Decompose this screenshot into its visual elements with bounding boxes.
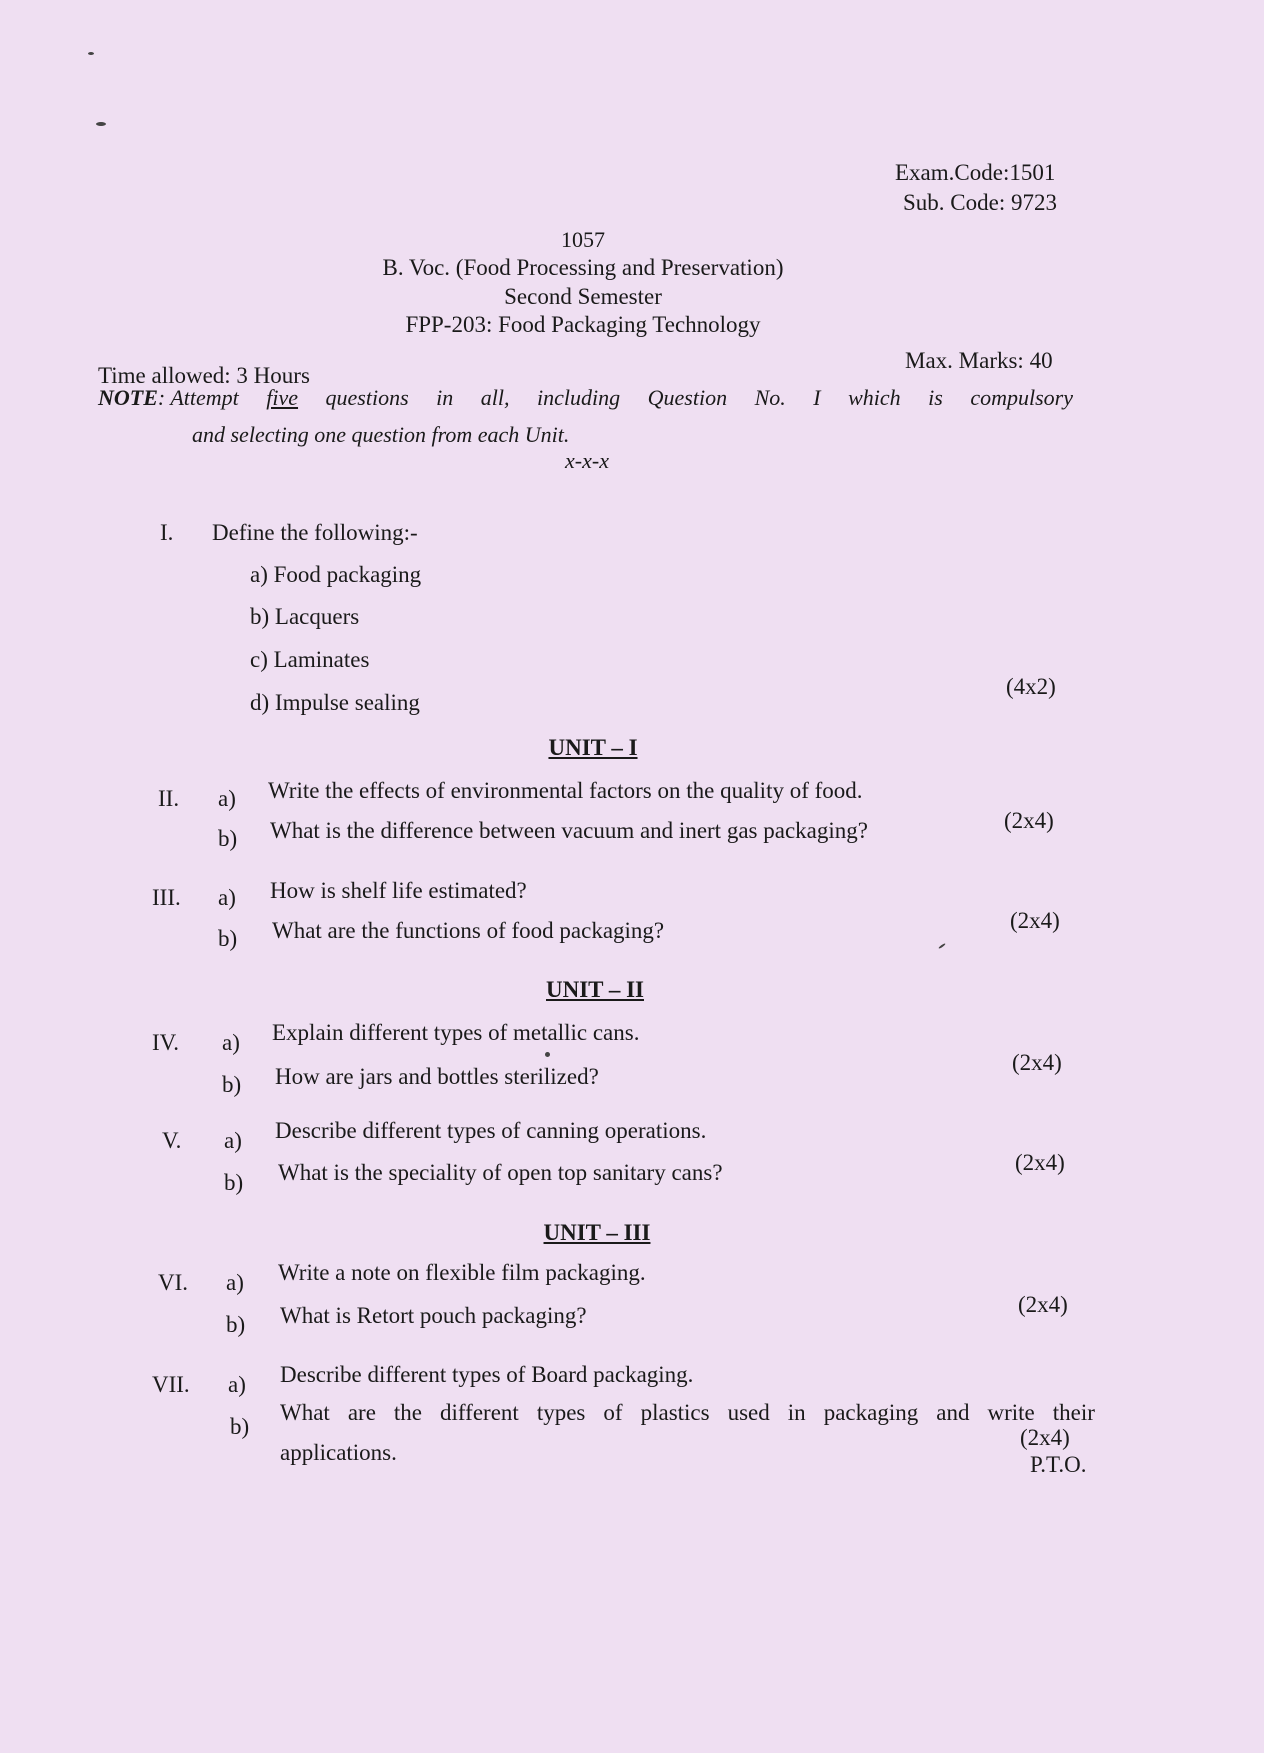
q3-b-label: b) — [218, 926, 238, 951]
q1-part-d: d) Impulse sealing — [250, 690, 420, 715]
sub-code: Sub. Code: 9723 — [903, 190, 1057, 215]
q2-marks: (2x4) — [1004, 808, 1054, 833]
q7-b-word: their — [1052, 1400, 1095, 1425]
exam-code: Exam.Code:1501 — [895, 160, 1056, 185]
note-word: which — [848, 385, 901, 410]
note-word: questions — [325, 385, 409, 410]
q3-marks: (2x4) — [1010, 908, 1060, 933]
q7-b-word: and — [936, 1400, 970, 1425]
course-name: B. Voc. (Food Processing and Preservation) — [382, 255, 784, 280]
note-line-1 — [98, 385, 1073, 411]
q7-b-word: packaging — [823, 1400, 919, 1425]
q7-b-word: in — [787, 1400, 806, 1425]
q7-b-word: What — [280, 1400, 330, 1425]
note-attempt: Attempt — [170, 385, 239, 410]
note-word: is — [928, 385, 943, 410]
unit-3-title: UNIT – III — [543, 1220, 651, 1245]
q1-part-c: c) Laminates — [250, 647, 370, 672]
note-separator: x-x-x — [565, 448, 609, 473]
note-word: I — [813, 385, 821, 410]
q7-b-word: of — [603, 1400, 623, 1425]
max-marks: Max. Marks: 40 — [905, 348, 1053, 373]
q5-marks: (2x4) — [1015, 1150, 1065, 1175]
note-word: including — [537, 385, 621, 410]
unit-2-title: UNIT – II — [546, 977, 644, 1002]
q1-part-a: a) Food packaging — [250, 562, 422, 587]
q1-part-b: b) Lacquers — [250, 604, 360, 629]
q2-number: II. — [158, 786, 180, 811]
q2-b-text: What is the difference between vacuum and inert gas packaging? — [270, 818, 868, 843]
semester: Second Semester — [504, 284, 662, 309]
q7-b-word: write — [987, 1400, 1035, 1425]
q4-a-label: a) — [222, 1030, 240, 1055]
note-word: in — [436, 385, 454, 410]
q5-a-label: a) — [224, 1128, 242, 1153]
note-label: NOTE — [98, 385, 158, 410]
q2-a-label: a) — [218, 786, 236, 811]
note-word: compulsory — [970, 385, 1073, 410]
q2-a-text: Write the effects of environmental factors on the quality of food. — [268, 778, 863, 803]
q7-a-text: Describe different types of Board packaging. — [280, 1362, 694, 1387]
q7-b-word: types — [536, 1400, 586, 1425]
q7-b-word: different — [440, 1400, 519, 1425]
q1-stem: Define the following:- — [212, 520, 418, 545]
q4-b-label: b) — [222, 1072, 242, 1097]
q6-b-text: What is Retort pouch packaging? — [280, 1303, 587, 1328]
q7-b-word: plastics — [640, 1400, 710, 1425]
q7-b-word: the — [393, 1400, 423, 1425]
q5-a-text: Describe different types of canning operations. — [275, 1118, 707, 1143]
q7-number: VII. — [152, 1372, 190, 1397]
q3-b-text: What are the functions of food packaging? — [272, 918, 665, 943]
q4-a-text: Explain different types of metallic cans. — [272, 1020, 640, 1045]
q6-a-label: a) — [226, 1270, 244, 1295]
q6-marks: (2x4) — [1018, 1292, 1068, 1317]
q7-b-word: are — [347, 1400, 376, 1425]
q4-marks: (2x4) — [1012, 1050, 1062, 1075]
paper-title: FPP-203: Food Packaging Technology — [405, 312, 761, 337]
note-word: all, — [480, 385, 510, 410]
q1-marks: (4x2) — [1006, 674, 1056, 699]
note-word: No. — [754, 385, 786, 410]
scan-speck — [88, 52, 94, 55]
q7-marks: (2x4) — [1020, 1425, 1070, 1450]
q6-b-label: b) — [226, 1312, 246, 1337]
q3-a-text: How is shelf life estimated? — [270, 878, 527, 903]
note-lead — [98, 385, 239, 411]
q7-b-label: b) — [230, 1414, 250, 1439]
q5-number: V. — [162, 1128, 182, 1153]
q7-b-word: used — [727, 1400, 770, 1425]
q7-a-label: a) — [228, 1372, 246, 1397]
q4-number: IV. — [152, 1030, 180, 1055]
q2-b-label: b) — [218, 826, 238, 851]
scan-speck — [545, 1052, 550, 1057]
paper-number: 1057 — [561, 227, 605, 252]
time-allowed: Time allowed: 3 Hours — [98, 363, 310, 388]
note-colon: : — [157, 385, 166, 410]
unit-1-title: UNIT – I — [548, 735, 638, 760]
scan-speck — [96, 122, 106, 126]
q4-b-text: How are jars and bottles sterilized? — [275, 1064, 599, 1089]
note-word: Question — [647, 385, 728, 410]
q5-b-text: What is the speciality of open top sanitary cans? — [278, 1160, 723, 1185]
scan-speck — [938, 943, 946, 949]
note-line-2: and selecting one question from each Unit. — [192, 422, 570, 447]
q7-b-text-line-1 — [280, 1400, 1095, 1426]
q6-number: VI. — [158, 1270, 189, 1295]
q7-b-text-line-2: applications. — [280, 1440, 397, 1465]
pto-label: P.T.O. — [1030, 1452, 1087, 1477]
q3-number: III. — [152, 885, 181, 910]
q5-b-label: b) — [224, 1170, 244, 1195]
note-five: five — [266, 385, 299, 410]
q6-a-text: Write a note on flexible film packaging. — [278, 1260, 646, 1285]
q1-number: I. — [160, 520, 174, 545]
q3-a-label: a) — [218, 885, 236, 910]
